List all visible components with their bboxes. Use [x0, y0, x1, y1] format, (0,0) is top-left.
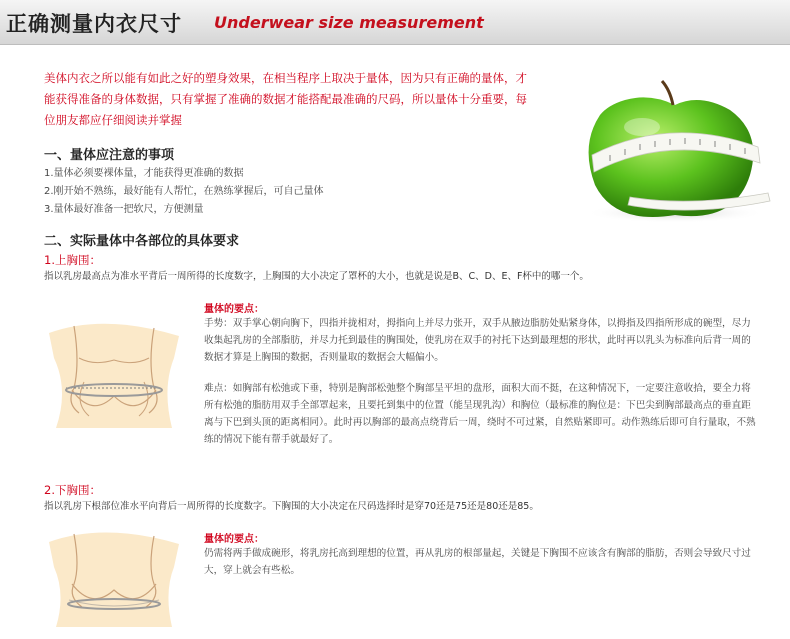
upper-bust-heading: 1.上胸围：	[44, 253, 101, 267]
apple-tape-measure-image	[570, 75, 775, 225]
header-title: 正确测量内衣尺寸	[6, 12, 182, 36]
list-item: 3.量体最好准备一把软尺，方便测量	[44, 204, 204, 215]
lower-bust-description: 指以乳房下根部位准水平向背后一周所得的长度数字。下胸围的大小决定在尺码选择时是穿70还是75还是80还是85。	[44, 501, 539, 512]
list-item: 1.量体必须要裸体量，才能获得更准确的数据	[44, 168, 244, 179]
upper-bust-illustration	[44, 318, 184, 443]
lower-points-text: 仍需将两手做成碗形，将乳房托高到理想的位置，再从乳房的根部量起，关键是下胸围不应该含有胸部的脂肪，否则会导致尺寸过大，穿上就会有些松。	[204, 548, 751, 576]
lower-bust-illustration	[44, 522, 184, 632]
section1-title: 一、量体应注意的事项	[44, 148, 175, 163]
section2-title: 二、实际量体中各部位的具体要求	[44, 234, 240, 249]
precautions-list	[44, 165, 324, 219]
upper-posture-text: 手势：双手掌心朝向胸下，四指并拢相对，拇指向上并尽力张开，双手从腋边脂肪处贴紧身体，以拇指及四指所形成的碗型，尽力收集起乳房的全部脂肪，并尽力托到最佳的胸围处，使乳房在双手的衬托下达到最理想的形状，此时再以乳头为标准向后背一周的数据才算是上胸围的数据，否则量取的数据会大幅偏小。	[204, 318, 751, 363]
upper-points-title: 量体的要点：	[204, 304, 264, 315]
upper-difficulty-text: 难点：如胸部有松弛或下垂，特别是胸部松弛整个胸部呈平坦的盘形，面积大而不挺，在这种情况下，一定要注意收拾，要全力将所有松弛的脂肪用双手全部罩起来，且要托到集中的位置（能呈现乳沟）和胸位（最标准的胸位是：下巴尖到胸部最高点的垂直距离与下巴到头顶的距离相同）。此时再以胸部的最高点绕背后一周，绕时不可过紧，自然贴紧即可。动作熟练后即可自行量取，不熟练的情况下能有帮手就最好了。	[204, 383, 756, 445]
lower-bust-heading: 2.下胸围：	[44, 483, 101, 497]
header-subtitle: Underwear size measurement	[214, 13, 484, 32]
lower-points-title: 量体的要点：	[204, 534, 264, 545]
intro-paragraph: 美体内衣之所以能有如此之好的塑身效果，在相当程序上取决于量体，因为只有正确的量体，才能获得准备的身体数据，只有掌握了准确的数据才能搭配最准确的尺码，所以量体十分重要，每位朋友都应仔细阅读并掌握	[44, 71, 527, 127]
upper-bust-description: 指以乳房最高点为准水平背后一周所得的长度数字，上胸围的大小决定了罩杯的大小，也就是说是B、C、D、E、F杯中的哪一个。	[44, 271, 589, 282]
list-item: 2.刚开始不熟练，最好能有人帮忙，在熟练掌握后，可自己量体	[44, 186, 324, 197]
page-header	[0, 0, 790, 45]
